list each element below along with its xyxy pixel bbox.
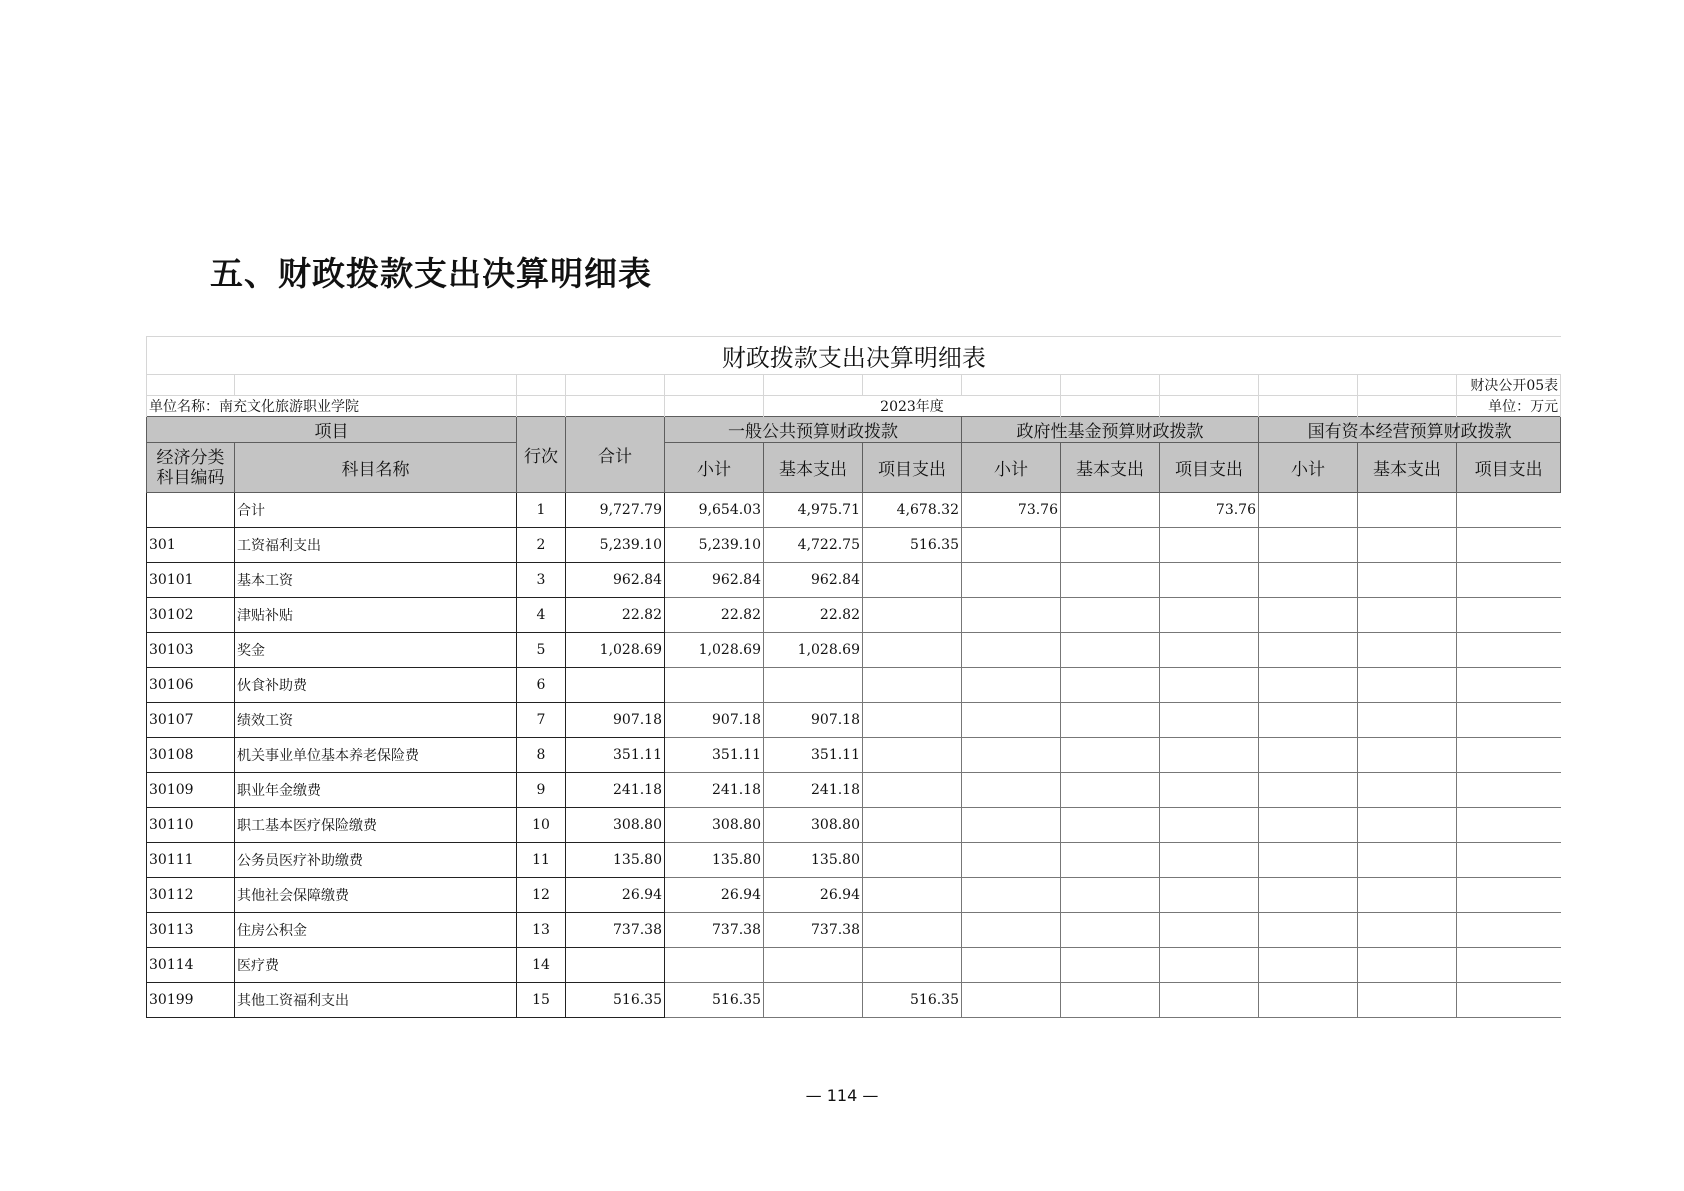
fund-project-cell: [1160, 563, 1259, 598]
subject-name-cell: 公务员医疗补助缴费: [235, 843, 517, 878]
capital-subtotal-cell: [1259, 773, 1358, 808]
econ-code-cell: 30199: [147, 983, 235, 1018]
fund-project-cell: [1160, 843, 1259, 878]
total-cell: 962.84: [566, 563, 665, 598]
form-code: 财决公开05表: [1457, 375, 1561, 396]
general-basic-cell: 737.38: [764, 913, 863, 948]
fund-project-cell: [1160, 913, 1259, 948]
total-cell: 737.38: [566, 913, 665, 948]
page-heading: 五、财政拨款支出决算明细表: [210, 254, 652, 293]
total-cell: 5,239.10: [566, 528, 665, 563]
general-subtotal-cell: 516.35: [665, 983, 764, 1018]
capital-basic-cell: [1358, 563, 1457, 598]
fund-project-cell: [1160, 633, 1259, 668]
capital-basic-cell: [1358, 493, 1457, 528]
fund-basic-cell: [1061, 843, 1160, 878]
row-no-cell: 3: [517, 563, 566, 598]
fund-project-cell: [1160, 528, 1259, 563]
header-capital-subtotal: 小计: [1259, 443, 1358, 493]
row-no-cell: 12: [517, 878, 566, 913]
general-basic-cell: 1,028.69: [764, 633, 863, 668]
table-row: [147, 493, 1561, 528]
row-no-cell: 9: [517, 773, 566, 808]
header-general-subtotal: 小计: [665, 443, 764, 493]
general-basic-cell: 351.11: [764, 738, 863, 773]
subject-name-cell: 机关事业单位基本养老保险费: [235, 738, 517, 773]
row-no-cell: 8: [517, 738, 566, 773]
general-basic-cell: 4,722.75: [764, 528, 863, 563]
fund-subtotal-cell: [962, 528, 1061, 563]
general-basic-cell: 308.80: [764, 808, 863, 843]
header-gov-fund: 政府性基金预算财政拨款: [962, 417, 1259, 443]
subject-name-cell: 住房公积金: [235, 913, 517, 948]
fund-basic-cell: [1061, 563, 1160, 598]
capital-subtotal-cell: [1259, 983, 1358, 1018]
fund-project-cell: [1160, 598, 1259, 633]
unit-name: 南充文化旅游职业学院: [219, 399, 359, 415]
unit-name-label: 单位名称：: [149, 399, 219, 415]
capital-project-cell: [1457, 878, 1561, 913]
fund-project-cell: [1160, 808, 1259, 843]
capital-subtotal-cell: [1259, 913, 1358, 948]
fund-basic-cell: [1061, 773, 1160, 808]
header-project: 项目: [147, 417, 517, 443]
total-cell: 26.94: [566, 878, 665, 913]
general-subtotal-cell: 351.11: [665, 738, 764, 773]
header-fund-basic: 基本支出: [1061, 443, 1160, 493]
header-fund-subtotal: 小计: [962, 443, 1061, 493]
general-project-cell: [863, 668, 962, 703]
general-subtotal-cell: 22.82: [665, 598, 764, 633]
capital-basic-cell: [1358, 703, 1457, 738]
general-project-cell: [863, 948, 962, 983]
fund-subtotal-cell: [962, 703, 1061, 738]
general-project-cell: [863, 773, 962, 808]
fund-subtotal-cell: [962, 738, 1061, 773]
fund-project-cell: 73.76: [1160, 493, 1259, 528]
capital-subtotal-cell: [1259, 843, 1358, 878]
subject-name-cell: 津贴补贴: [235, 598, 517, 633]
fund-project-cell: [1160, 773, 1259, 808]
capital-project-cell: [1457, 493, 1561, 528]
fund-basic-cell: [1061, 703, 1160, 738]
capital-project-cell: [1457, 738, 1561, 773]
general-subtotal-cell: 737.38: [665, 913, 764, 948]
subject-name-cell: 职工基本医疗保险缴费: [235, 808, 517, 843]
capital-basic-cell: [1358, 773, 1457, 808]
capital-project-cell: [1457, 843, 1561, 878]
general-basic-cell: 962.84: [764, 563, 863, 598]
capital-basic-cell: [1358, 668, 1457, 703]
general-basic-cell: [764, 668, 863, 703]
header-general-budget: 一般公共预算财政拨款: [665, 417, 962, 443]
subject-name-cell: 基本工资: [235, 563, 517, 598]
header-subject-name: 科目名称: [235, 443, 517, 493]
capital-subtotal-cell: [1259, 878, 1358, 913]
general-basic-cell: 4,975.71: [764, 493, 863, 528]
total-cell: 241.18: [566, 773, 665, 808]
econ-code-cell: [147, 493, 235, 528]
row-no-cell: 2: [517, 528, 566, 563]
general-subtotal-cell: [665, 668, 764, 703]
general-project-cell: [863, 633, 962, 668]
general-subtotal-cell: [665, 948, 764, 983]
fund-subtotal-cell: [962, 773, 1061, 808]
econ-code-cell: 30112: [147, 878, 235, 913]
fund-subtotal-cell: [962, 808, 1061, 843]
fund-project-cell: [1160, 738, 1259, 773]
fund-basic-cell: [1061, 633, 1160, 668]
general-basic-cell: 241.18: [764, 773, 863, 808]
table-row: [147, 843, 1561, 878]
table-title: 财政拨款支出决算明细表: [147, 337, 1561, 375]
capital-basic-cell: [1358, 808, 1457, 843]
table-row: [147, 668, 1561, 703]
subject-name-cell: 合计: [235, 493, 517, 528]
econ-code-cell: 30106: [147, 668, 235, 703]
capital-project-cell: [1457, 948, 1561, 983]
fund-basic-cell: [1061, 598, 1160, 633]
capital-subtotal-cell: [1259, 948, 1358, 983]
fund-subtotal-cell: 73.76: [962, 493, 1061, 528]
fund-subtotal-cell: [962, 843, 1061, 878]
row-no-cell: 14: [517, 948, 566, 983]
capital-project-cell: [1457, 983, 1561, 1018]
econ-code-cell: 30113: [147, 913, 235, 948]
fund-subtotal-cell: [962, 598, 1061, 633]
table-row: [147, 598, 1561, 633]
row-no-cell: 15: [517, 983, 566, 1018]
expenditure-table: [146, 336, 1561, 1018]
fund-subtotal-cell: [962, 668, 1061, 703]
econ-code-cell: 30114: [147, 948, 235, 983]
fund-project-cell: [1160, 703, 1259, 738]
econ-code-cell: 30107: [147, 703, 235, 738]
subject-name-cell: 绩效工资: [235, 703, 517, 738]
unit-label: 单位：万元: [1457, 396, 1561, 417]
capital-project-cell: [1457, 808, 1561, 843]
general-project-cell: [863, 738, 962, 773]
expenditure-sheet: [146, 336, 1560, 1018]
capital-subtotal-cell: [1259, 633, 1358, 668]
capital-subtotal-cell: [1259, 598, 1358, 633]
fund-basic-cell: [1061, 948, 1160, 983]
total-cell: 351.11: [566, 738, 665, 773]
general-project-cell: [863, 913, 962, 948]
capital-project-cell: [1457, 598, 1561, 633]
general-subtotal-cell: 9,654.03: [665, 493, 764, 528]
econ-code-cell: 30111: [147, 843, 235, 878]
general-project-cell: [863, 878, 962, 913]
fund-project-cell: [1160, 878, 1259, 913]
capital-basic-cell: [1358, 983, 1457, 1018]
fund-subtotal-cell: [962, 878, 1061, 913]
general-basic-cell: 26.94: [764, 878, 863, 913]
subject-name-cell: 医疗费: [235, 948, 517, 983]
header-general-project: 项目支出: [863, 443, 962, 493]
subject-name-cell: 工资福利支出: [235, 528, 517, 563]
general-subtotal-cell: 907.18: [665, 703, 764, 738]
fund-basic-cell: [1061, 913, 1160, 948]
fund-basic-cell: [1061, 738, 1160, 773]
econ-code-cell: 30110: [147, 808, 235, 843]
row-no-cell: 1: [517, 493, 566, 528]
fund-subtotal-cell: [962, 983, 1061, 1018]
capital-basic-cell: [1358, 738, 1457, 773]
capital-project-cell: [1457, 773, 1561, 808]
fund-basic-cell: [1061, 878, 1160, 913]
capital-subtotal-cell: [1259, 668, 1358, 703]
table-row: [147, 913, 1561, 948]
total-cell: 22.82: [566, 598, 665, 633]
general-project-cell: 516.35: [863, 983, 962, 1018]
subject-name-cell: 伙食补助费: [235, 668, 517, 703]
table-row: [147, 738, 1561, 773]
table-row: [147, 563, 1561, 598]
row-no-cell: 6: [517, 668, 566, 703]
header-total: 合计: [566, 417, 665, 493]
fund-project-cell: [1160, 668, 1259, 703]
capital-subtotal-cell: [1259, 703, 1358, 738]
capital-basic-cell: [1358, 633, 1457, 668]
capital-basic-cell: [1358, 598, 1457, 633]
capital-subtotal-cell: [1259, 563, 1358, 598]
fund-subtotal-cell: [962, 948, 1061, 983]
general-subtotal-cell: 5,239.10: [665, 528, 764, 563]
header-general-basic: 基本支出: [764, 443, 863, 493]
fund-project-cell: [1160, 948, 1259, 983]
subject-name-cell: 其他社会保障缴费: [235, 878, 517, 913]
capital-basic-cell: [1358, 528, 1457, 563]
header-econ-code: 经济分类科目编码: [147, 443, 235, 493]
table-row: [147, 878, 1561, 913]
capital-project-cell: [1457, 563, 1561, 598]
capital-project-cell: [1457, 703, 1561, 738]
general-subtotal-cell: 962.84: [665, 563, 764, 598]
page-number: — 114 —: [805, 1086, 879, 1105]
total-cell: [566, 668, 665, 703]
general-basic-cell: 135.80: [764, 843, 863, 878]
capital-project-cell: [1457, 668, 1561, 703]
general-subtotal-cell: 1,028.69: [665, 633, 764, 668]
table-row: [147, 948, 1561, 983]
capital-basic-cell: [1358, 843, 1457, 878]
header-fund-project: 项目支出: [1160, 443, 1259, 493]
row-no-cell: 7: [517, 703, 566, 738]
general-basic-cell: 907.18: [764, 703, 863, 738]
fund-basic-cell: [1061, 493, 1160, 528]
general-basic-cell: [764, 948, 863, 983]
table-row: [147, 633, 1561, 668]
table-row: [147, 773, 1561, 808]
total-cell: 308.80: [566, 808, 665, 843]
fund-basic-cell: [1061, 808, 1160, 843]
general-basic-cell: 22.82: [764, 598, 863, 633]
row-no-cell: 5: [517, 633, 566, 668]
fund-project-cell: [1160, 983, 1259, 1018]
total-cell: 1,028.69: [566, 633, 665, 668]
econ-code-cell: 301: [147, 528, 235, 563]
econ-code-cell: 30102: [147, 598, 235, 633]
general-project-cell: 4,678.32: [863, 493, 962, 528]
total-cell: 907.18: [566, 703, 665, 738]
header-capital-basic: 基本支出: [1358, 443, 1457, 493]
capital-project-cell: [1457, 913, 1561, 948]
general-subtotal-cell: 135.80: [665, 843, 764, 878]
capital-basic-cell: [1358, 913, 1457, 948]
subject-name-cell: 奖金: [235, 633, 517, 668]
fund-subtotal-cell: [962, 633, 1061, 668]
row-no-cell: 10: [517, 808, 566, 843]
subject-name-cell: 职业年金缴费: [235, 773, 517, 808]
econ-code-cell: 30109: [147, 773, 235, 808]
capital-basic-cell: [1358, 948, 1457, 983]
row-no-cell: 13: [517, 913, 566, 948]
general-project-cell: 516.35: [863, 528, 962, 563]
general-subtotal-cell: 308.80: [665, 808, 764, 843]
capital-subtotal-cell: [1259, 493, 1358, 528]
table-row: [147, 808, 1561, 843]
subject-name-cell: 其他工资福利支出: [235, 983, 517, 1018]
capital-subtotal-cell: [1259, 528, 1358, 563]
row-no-cell: 4: [517, 598, 566, 633]
general-subtotal-cell: 241.18: [665, 773, 764, 808]
econ-code-cell: 30101: [147, 563, 235, 598]
general-project-cell: [863, 808, 962, 843]
capital-subtotal-cell: [1259, 808, 1358, 843]
total-cell: 9,727.79: [566, 493, 665, 528]
fund-basic-cell: [1061, 983, 1160, 1018]
econ-code-cell: 30103: [147, 633, 235, 668]
total-cell: [566, 948, 665, 983]
capital-project-cell: [1457, 633, 1561, 668]
capital-basic-cell: [1358, 878, 1457, 913]
total-cell: 516.35: [566, 983, 665, 1018]
general-project-cell: [863, 563, 962, 598]
header-state-capital: 国有资本经营预算财政拨款: [1259, 417, 1561, 443]
table-row: [147, 703, 1561, 738]
fund-basic-cell: [1061, 528, 1160, 563]
header-capital-project: 项目支出: [1457, 443, 1561, 493]
header-row-no: 行次: [517, 417, 566, 493]
general-project-cell: [863, 598, 962, 633]
report-year: 2023年度: [764, 396, 1061, 417]
fund-subtotal-cell: [962, 563, 1061, 598]
capital-subtotal-cell: [1259, 738, 1358, 773]
general-subtotal-cell: 26.94: [665, 878, 764, 913]
table-row: [147, 528, 1561, 563]
general-project-cell: [863, 843, 962, 878]
fund-subtotal-cell: [962, 913, 1061, 948]
general-basic-cell: [764, 983, 863, 1018]
general-project-cell: [863, 703, 962, 738]
table-row: [147, 983, 1561, 1018]
fund-basic-cell: [1061, 668, 1160, 703]
row-no-cell: 11: [517, 843, 566, 878]
total-cell: 135.80: [566, 843, 665, 878]
capital-project-cell: [1457, 528, 1561, 563]
econ-code-cell: 30108: [147, 738, 235, 773]
